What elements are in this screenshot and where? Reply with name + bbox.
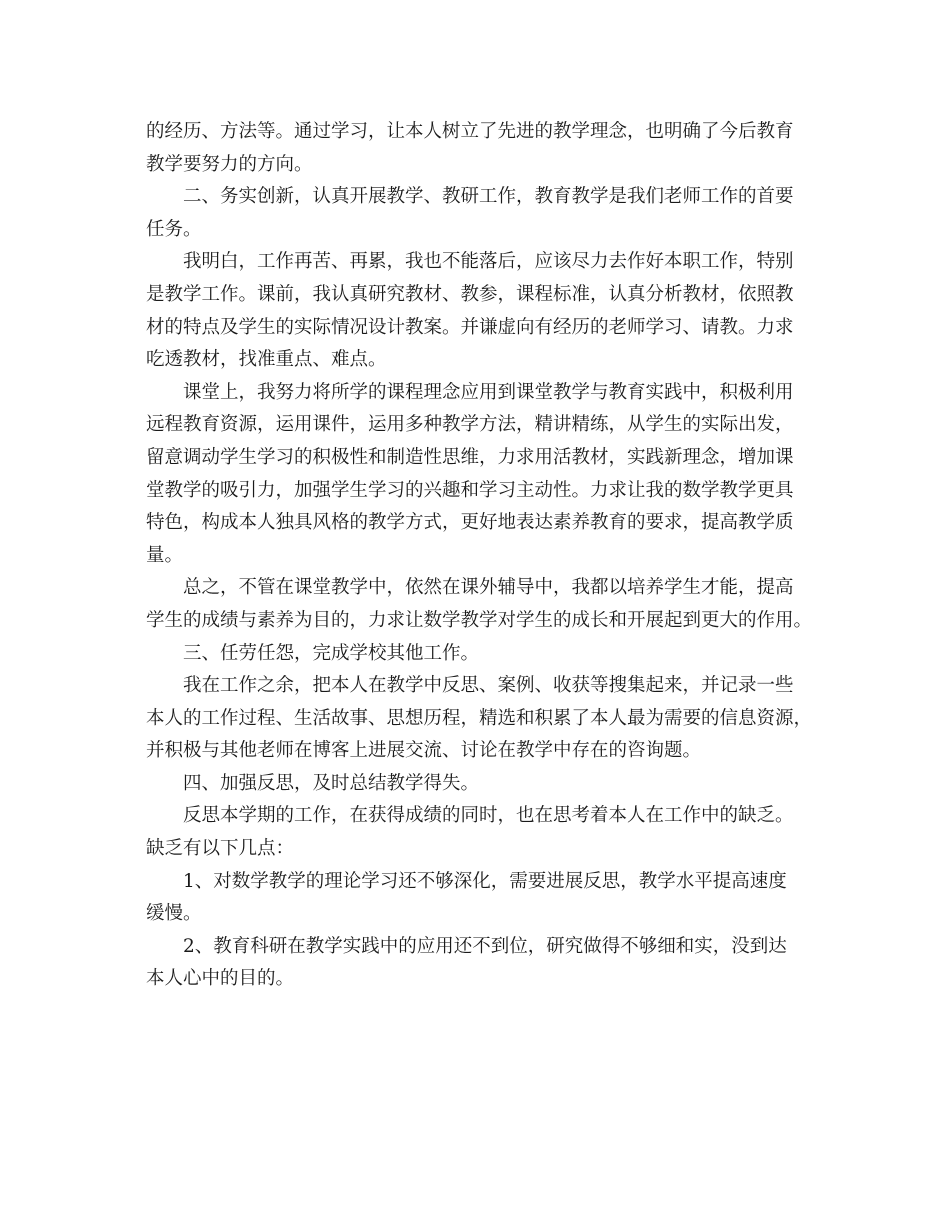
text-line: 任务。 [146,218,202,240]
text-line: 缺乏有以下几点： [146,838,295,860]
paragraph-start: 课堂上，我努力将所学的课程理念应用到课堂教学与教育实践中，积极利用 [183,381,794,403]
text-line: 远程教育资源，运用课件，运用多种教学方法，精讲精练，从学生的实际出发， [146,414,794,436]
section-heading-4: 四、加强反思，及时总结教学得失。 [183,772,480,794]
text-line: 教学要努力的方向。 [146,153,313,175]
section-heading-2: 二、务实创新，认真开展教学、教研工作，教育教学是我们老师工作的首要 [183,186,794,208]
text-line: 留意调动学生学习的积极性和制造性思维，力求用活教材，实践新理念，增加课 [146,446,794,468]
text-line: 并积极与其他老师在博客上进展交流、讨论在教学中存在的咨询题。 [146,740,702,762]
text-line: 学生的成绩与素养为目的，力求让数学教学对学生的成长和开展起到更大的作用。 [146,609,813,631]
text-line: 本人心中的目的。 [146,968,295,990]
text-line: 材的特点及学生的实际情况设计教案。并谦虚向有经历的老师学习、请教。力求 [146,316,794,338]
document-body [146,116,836,996]
text-line: 缓慢。 [146,903,202,925]
text-line: 堂教学的吸引力，加强学生学习的兴趣和学习主动性。力求让我的数学教学更具 [146,479,794,501]
text-line: 本人的工作过程、生活故事、思想历程，精选和积累了本人最为需要的信息资源， [146,707,813,729]
paragraph-start: 我在工作之余，把本人在教学中反思、案例、收获等搜集起来，并记录一些 [183,675,794,697]
list-item-1: 1、对数学教学的理论学习还不够深化，需要进展反思，教学水平提高速度 [183,870,787,892]
paragraph-start: 反思本学期的工作，在获得成绩的同时，也在思考着本人在工作中的缺乏。 [183,805,794,827]
list-item-2: 2、教育科研在教学实践中的应用还不到位，研究做得不够细和实，没到达 [183,935,787,957]
text-line: 量。 [146,544,184,566]
section-heading-3: 三、任劳任怨，完成学校其他工作。 [183,642,480,664]
paragraph-start: 总之，不管在课堂教学中，依然在课外辅导中，我都以培养学生才能，提高 [183,577,794,599]
paragraph-start: 我明白，工作再苦、再累，我也不能落后，应该尽力去作好本职工作，特别 [183,251,794,273]
text-line: 特色，构成本人独具风格的教学方式，更好地表达素养教育的要求，提高教学质 [146,512,794,534]
text-line: 是教学工作。课前，我认真研究教材、教参，课程标准，认真分析教材，依照教 [146,283,794,305]
text-line: 吃透教材，找准重点、难点。 [146,349,387,371]
text-line: 的经历、方法等。通过学习，让本人树立了先进的教学理念，也明确了今后教育 [146,121,794,142]
